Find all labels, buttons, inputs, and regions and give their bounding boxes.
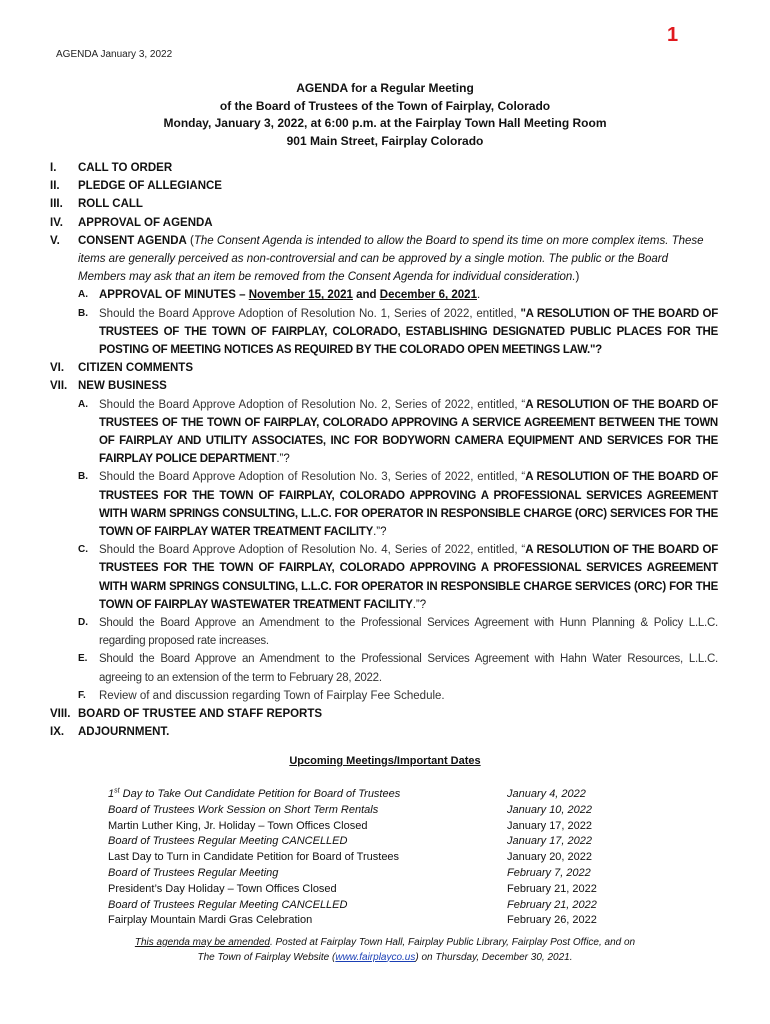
sub-end: .”? xyxy=(373,526,387,539)
sub-text: Review of and discussion regarding Town of Fairplay Fee Schedule. xyxy=(99,689,445,702)
footer-notice xyxy=(0,936,770,965)
amended-notice: This agenda may be amended xyxy=(134,937,270,948)
date-row xyxy=(108,913,628,929)
date-row xyxy=(108,803,628,819)
item-number: III. xyxy=(50,198,63,211)
event-name: Martin Luther King, Jr. Holiday – Town Offices Closed xyxy=(108,819,368,832)
event-date: February 21, 2022 xyxy=(507,898,597,911)
sub-letter: B. xyxy=(78,307,88,319)
sub-letter: F. xyxy=(78,689,86,701)
item-number: IV. xyxy=(50,216,64,229)
sub-letter: E. xyxy=(78,653,88,665)
header-date: AGENDA January 3, 2022 xyxy=(56,49,173,60)
resolution-title: A RESOLUTION OF THE BOARD OF TRUSTEES OF THE TOWN OF FAIRPLAY, COLORADO APPROVING A SERVICE AGREEMENT BETWEEN THE TOWN OF FAIRPLAY AND UTILITY ASSOCIATES, INC FOR BODYWORN CAMERA EQUIPMENT AND SERVICES FOR THE FAIRPLAY POLICE DEPARTMENT xyxy=(99,398,718,466)
event-name xyxy=(108,787,400,803)
agenda-item-roll-call xyxy=(50,195,718,213)
event-date: January 20, 2022 xyxy=(507,851,593,864)
sub-text: Should the Board Approve Adoption of Resolution No. 3, Series of 2022, entitled, “ xyxy=(99,471,526,484)
agenda-item-approval xyxy=(50,214,718,232)
upcoming-dates-heading: Upcoming Meetings/Important Dates xyxy=(289,755,481,767)
date-row xyxy=(108,850,628,866)
sub-letter: A. xyxy=(78,398,88,410)
sub-letter: A. xyxy=(78,289,88,301)
new-business-item-c xyxy=(50,541,718,614)
event-date: February 7, 2022 xyxy=(507,866,591,879)
new-business-item-f xyxy=(50,687,718,705)
agenda-list xyxy=(50,159,718,742)
title-line-3: Monday, January 3, 2022, at 6:00 p.m. at the Fairplay Town Hall Meeting Room xyxy=(163,116,607,130)
consent-item-a xyxy=(50,286,718,304)
item-number: II. xyxy=(50,180,60,193)
event-ordinal-suffix: st xyxy=(114,787,120,795)
new-business-item-e xyxy=(50,650,718,686)
item-number: IX. xyxy=(50,726,65,739)
event-name: Board of Trustees Work Session on Short Term Rentals xyxy=(108,803,379,816)
date-row xyxy=(108,819,628,835)
new-business-item-d xyxy=(50,614,718,650)
item-number: I. xyxy=(50,162,57,174)
date-row xyxy=(108,834,628,850)
new-business-item-b xyxy=(50,468,718,541)
event-date: January 17, 2022 xyxy=(507,835,593,848)
resolution-title: A RESOLUTION OF THE BOARD OF TRUSTEES FOR THE TOWN OF FAIRPLAY, COLORADO APPROVING A PROFESSIONAL SERVICES AGREEMENT WITH WARM SPRINGS CONSULTING, L.L.C. FOR OPERATOR IN RESPONSIBLE CHARGE SERVICES (ORC) FOR THE TOWN OF FAIRPLAY WASTEWATER TREATMENT FACILITY xyxy=(99,544,718,611)
event-date: January 4, 2022 xyxy=(507,788,586,800)
item-title: BOARD OF TRUSTEE AND STAFF REPORTS xyxy=(78,708,323,721)
footer-line-1 xyxy=(0,936,770,951)
item-title: CONSENT AGENDA xyxy=(78,234,187,247)
item-title: ROLL CALL xyxy=(78,198,143,211)
agenda-title-block xyxy=(0,80,770,150)
sub-end: .”? xyxy=(412,598,427,611)
minutes-and: and xyxy=(352,289,380,302)
date-row xyxy=(108,787,628,803)
title-line-1: AGENDA for a Regular Meeting xyxy=(296,81,474,95)
consent-item-b xyxy=(50,305,718,360)
item-number: V. xyxy=(50,234,60,247)
event-name: Board of Trustees Regular Meeting CANCELLED xyxy=(108,898,348,911)
sub-text: Should the Board Approve an Amendment to the Professional Services Agreement with Hunn Planning & Policy L.L.C. regarding proposed rate increases. xyxy=(99,617,718,648)
event-date: January 10, 2022 xyxy=(507,803,593,816)
resolution-title: A RESOLUTION OF THE BOARD OF TRUSTEES FOR THE TOWN OF FAIRPLAY, COLORADO APPROVING A PROFESSIONAL SERVICES AGREEMENT WITH WARM SPRINGS CONSULTING, L.L.C. FOR OPERATOR IN RESPONSIBLE CHARGE (ORC) SERVICES FOR THE TOWN OF FAIRPLAY WATER TREATMENT FACILITY xyxy=(99,471,718,539)
posted-locations: . Posted at Fairplay Town Hall, Fairplay Public Library, Fairplay Post Office, and on xyxy=(269,937,636,948)
agenda-item-pledge xyxy=(50,177,718,195)
sub-end: .”? xyxy=(276,453,290,466)
title-line-2: of the Board of Trustees of the Town of Fairplay, Colorado xyxy=(219,98,551,113)
event-name: Last Day to Turn in Candidate Petition for Board of Trustees xyxy=(108,851,400,864)
sub-text: Should the Board Approve Adoption of Resolution No. 1, Series of 2022, entitled, xyxy=(99,307,521,320)
minutes-end: . xyxy=(476,289,481,302)
date-row xyxy=(108,882,628,898)
minutes-lead: APPROVAL OF MINUTES – xyxy=(99,289,249,302)
sub-text: Should the Board Approve Adoption of Resolution No. 2, Series of 2022, entitled, “ xyxy=(99,398,526,411)
agenda-item-call-to-order xyxy=(50,159,718,177)
sub-letter: C. xyxy=(78,544,88,556)
agenda-item-new-business xyxy=(50,377,718,395)
item-number: VI. xyxy=(50,362,65,375)
agenda-item-citizen xyxy=(50,359,718,377)
item-title: PLEDGE OF ALLEGIANCE xyxy=(78,180,222,193)
consent-note-open: ( xyxy=(186,234,194,247)
item-number: VII. xyxy=(50,380,68,393)
agenda-item-adjournment xyxy=(50,723,718,741)
sub-text: Should the Board Approve Adoption of Resolution No. 4, Series of 2022, entitled, “ xyxy=(99,544,526,557)
event-name: Fairplay Mountain Mardi Gras Celebration xyxy=(108,914,313,927)
event-text: Day to Take Out Candidate Petition for Board of Trustees xyxy=(119,788,401,800)
item-title: CITIZEN COMMENTS xyxy=(78,362,193,375)
item-title: NEW BUSINESS xyxy=(78,380,167,393)
consent-note-close: ) xyxy=(575,271,580,284)
event-date: January 17, 2022 xyxy=(507,819,593,832)
sub-letter: D. xyxy=(78,617,88,629)
minutes-link-dec[interactable]: December 6, 2021 xyxy=(379,289,477,302)
item-title: APPROVAL OF AGENDA xyxy=(78,216,213,229)
footer-line-2 xyxy=(0,951,770,966)
website-post: ) on Thursday, December 30, 2021. xyxy=(415,951,573,963)
upcoming-dates-list xyxy=(108,787,628,929)
title-line-4: 901 Main Street, Fairplay Colorado xyxy=(286,133,484,148)
sub-letter: B. xyxy=(78,471,88,483)
item-title: ADJOURNMENT. xyxy=(78,726,170,739)
minutes-link-nov[interactable]: November 15, 2021 xyxy=(248,289,353,302)
agenda-item-consent xyxy=(50,232,718,287)
resolution-title: "A RESOLUTION OF THE BOARD OF TRUSTEES OF THE TOWN OF FAIRPLAY, COLORADO, ESTABLISHING DESIGNATED PUBLIC PLACES FOR THE POSTING OF MEETING NOTICES AS REQUIRED BY THE COLORADO OPEN MEETINGS LAW."? xyxy=(99,307,719,357)
event-date: February 26, 2022 xyxy=(507,914,597,927)
event-name: Board of Trustees Regular Meeting CANCELLED xyxy=(108,835,348,848)
new-business-item-a xyxy=(50,396,718,469)
website-link[interactable]: www.fairplayco.us xyxy=(335,951,416,963)
event-name: Board of Trustees Regular Meeting xyxy=(108,866,279,879)
agenda-item-reports xyxy=(50,705,718,723)
sub-text: Should the Board Approve an Amendment to the Professional Services Agreement with Hahn Water Resources, L.L.C. agreeing to an extension of the term to February 28, 2022. xyxy=(99,653,718,684)
item-title: CALL TO ORDER xyxy=(78,162,173,174)
website-pre: The Town of Fairplay Website ( xyxy=(197,951,336,963)
date-row xyxy=(108,898,628,914)
event-name: President’s Day Holiday – Town Offices Closed xyxy=(108,882,337,895)
consent-note: The Consent Agenda is intended to allow the Board to spend its time on more complex items. These items are generally perceived as non-controversial and can be approved by a single motion. The public or the Board Members may ask that an item be removed from the Consent Agenda for individual consideration. xyxy=(78,234,704,284)
event-ordinal: 1 xyxy=(108,788,115,800)
item-number: VIII. xyxy=(50,708,71,721)
page-number: 1 xyxy=(667,24,679,46)
date-row xyxy=(108,866,628,882)
event-date: February 21, 2022 xyxy=(507,882,597,895)
